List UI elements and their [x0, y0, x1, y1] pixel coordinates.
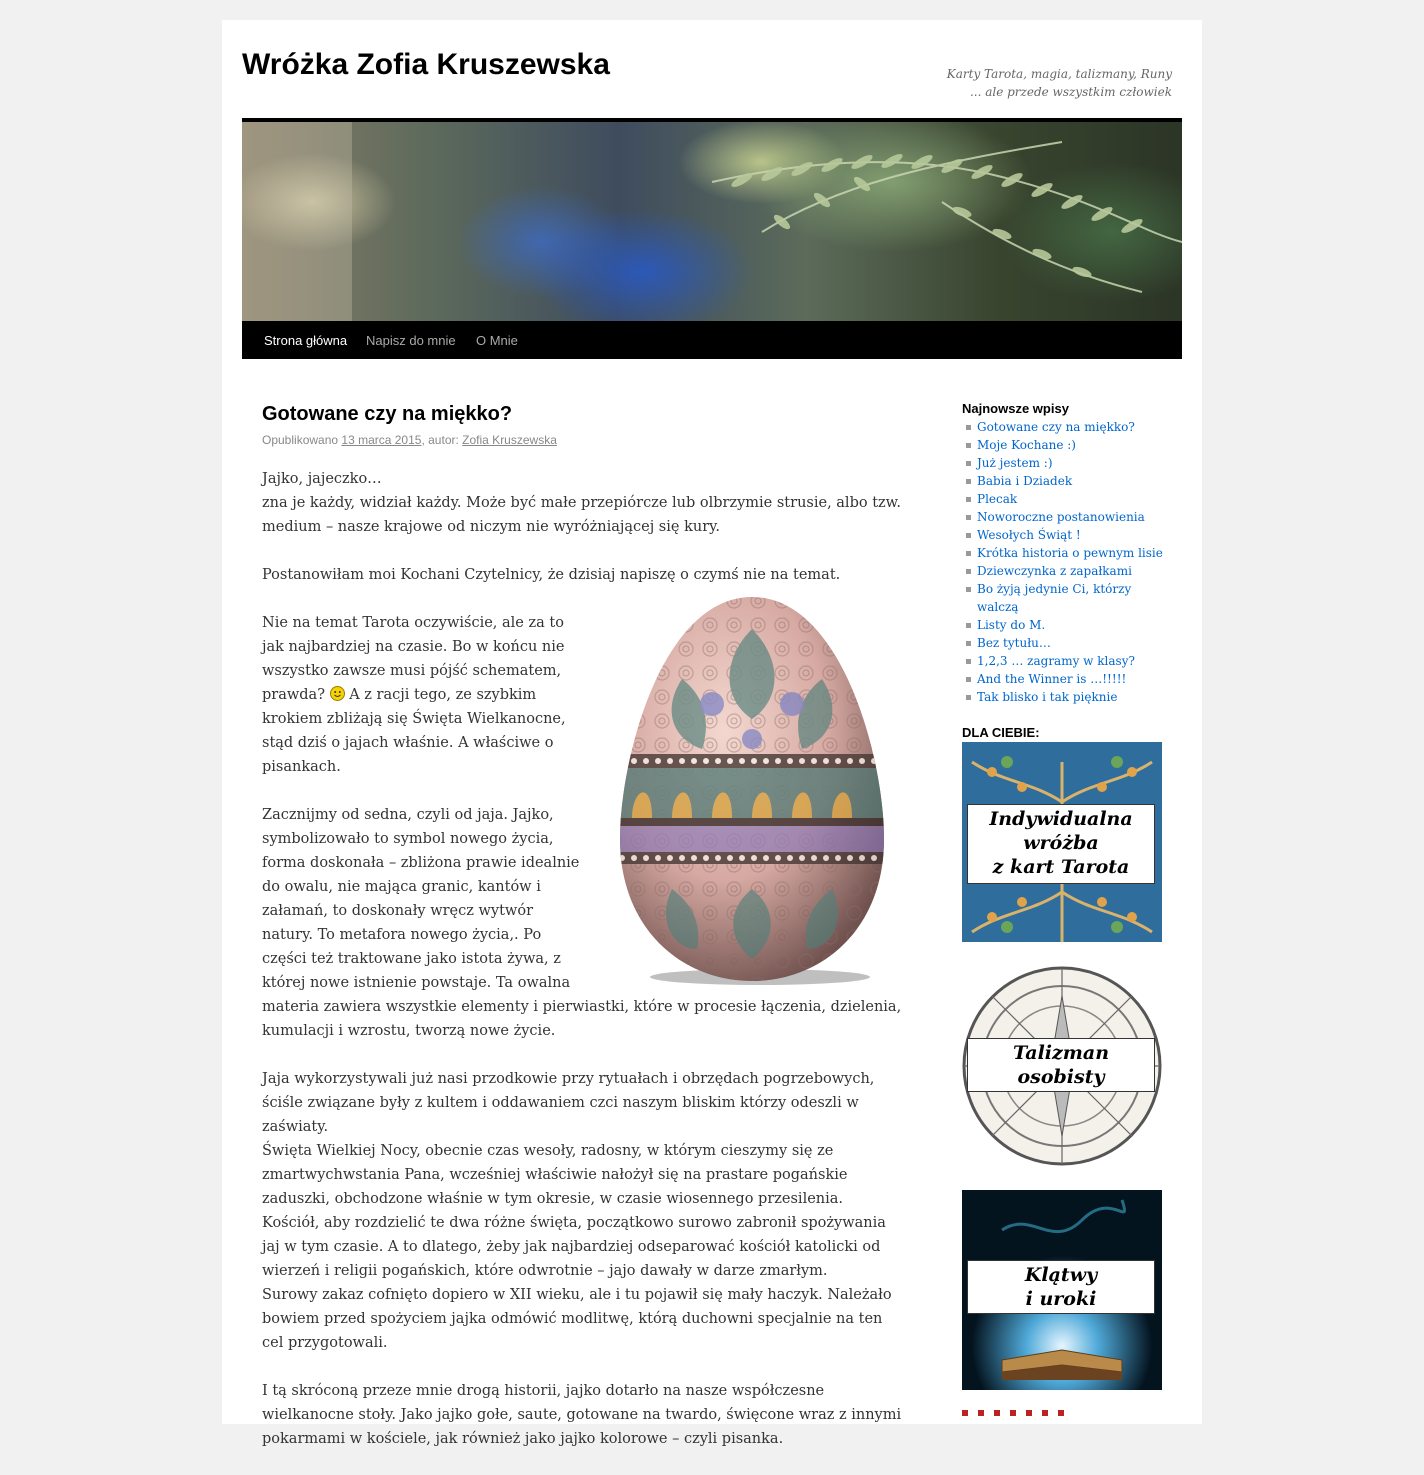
post-paragraph-line: Kościół, aby rozdzielić te dwa różne święta, początkowo surowo zabronił spożywania jaj w tym czasie. A to dlatego, żeby jak najbardziej odseparować kościół katolicki od wierzeń i religii pogańskich, które odwrotnie – jajo dawały w darze zmarłym. — [262, 1215, 886, 1279]
list-item — [962, 652, 1172, 670]
recent-post-link[interactable]: 1,2,3 … zagramy w klasy? — [977, 654, 1135, 668]
promo-label-line: i uroki — [1025, 1288, 1097, 1310]
runes-banner-edge — [962, 1410, 1072, 1416]
promo-label-line: Klątwy — [1024, 1264, 1098, 1286]
list-item — [962, 454, 1172, 472]
recent-post-link[interactable]: Listy do M. — [977, 618, 1046, 632]
post-author-link[interactable]: Zofia Kruszewska — [462, 433, 557, 447]
post-date-link[interactable]: 13 marca 2015 — [341, 433, 422, 447]
nav-item-about[interactable]: O Mnie — [476, 333, 518, 348]
post-paragraph-text: Nie na temat Tarota oczywiście, ale za to jak najbardziej na czasie. Bo w końcu nie wszystko zawsze musi pójść schematem, prawda? — [262, 615, 565, 703]
post-paragraph-line: Jaja wykorzystywali już nasi przodkowie przy rytuałach i obrzędach pogrzebowych, ściśle związane były z kultem i oddawaniem czci naszym bliskim którzy odeszli w zaświaty. — [262, 1071, 875, 1135]
header-banner-image — [242, 122, 1182, 321]
post-meta-prefix: Opublikowano — [262, 433, 339, 447]
site-description — [932, 65, 1172, 101]
post-content — [262, 467, 902, 1451]
recent-posts-list — [962, 418, 1172, 706]
promo-label — [967, 1260, 1155, 1314]
post-paragraph: Zacznijmy od sedna, czyli od jaja. Jajko, symbolizowało to symbol nowego życia, forma doskonała – zbliżona prawie idealnie do owalu, nie mająca granic, kantów i załamań, to doskonały wręcz wytwór natury. To metafora nowego życia,. Po części też traktowane jako istota żywa, z której nowe istnienie powstaje. Ta owalna materia zawiera wszystkie elementy i pierwiastki, które w procesie łączenia, dzielenia, kumulacji i wzrostu, tworzą nowe życie. — [262, 807, 902, 1039]
recent-post-link[interactable]: Już jestem :) — [977, 456, 1053, 470]
list-item — [962, 526, 1172, 544]
main-navigation — [242, 321, 1182, 359]
list-item — [962, 670, 1172, 688]
promo-widget-title: DLA CIEBIE: — [962, 725, 1040, 740]
nav-item-home[interactable]: Strona główna — [264, 333, 348, 348]
smiley-icon — [330, 686, 345, 701]
tarot-reading-promo[interactable] — [962, 742, 1162, 942]
list-item — [962, 472, 1172, 490]
recent-post-link[interactable]: Dziewczynka z zapałkami — [977, 564, 1132, 578]
post-paragraph: Postanowiłam moi Kochani Czytelnicy, że dzisiaj napiszę o czymś nie na temat. — [262, 567, 841, 583]
page-wrapper — [222, 20, 1202, 1447]
post-paragraph — [262, 1067, 902, 1355]
list-item — [962, 436, 1172, 454]
recent-post-link[interactable]: Tak blisko i tak pięknie — [977, 690, 1118, 704]
post-meta — [262, 431, 902, 449]
site-description-line1: Karty Tarota, magia, talizmany, Runy — [946, 67, 1172, 81]
recent-post-link[interactable]: Bo żyją jedynie Ci, którzy walczą — [977, 582, 1132, 614]
promo-label-line: osobisty — [1017, 1066, 1105, 1088]
post-paragraph-line: zna je każdy, widział każdy. Może być małe przepiórcze lub olbrzymie strusie, albo tzw. medium – nasze krajowe od niczym nie wyróżniającej się kury. — [262, 495, 901, 535]
promo-label-line: Talizman — [1012, 1042, 1110, 1064]
post-article — [262, 402, 902, 1475]
promo-label — [967, 804, 1155, 884]
post-paragraph: I tą skróconą przeze mnie drogą historii, jajko dotarło na nasze współczesne wielkanocne stoły. Jako jajko gołe, saute, gotowane na twardo, święcone wraz z innymi pokarmami w kościele, jak również jako jajko kolorowe – czyli pisanka. — [262, 1383, 902, 1447]
sidebar — [962, 400, 1172, 1416]
list-item — [962, 562, 1172, 580]
post-title[interactable]: Gotowane czy na miękko? — [262, 403, 513, 425]
recent-post-link[interactable]: Plecak — [977, 492, 1018, 506]
recent-posts-title: Najnowsze wpisy — [962, 401, 1069, 416]
recent-post-link[interactable]: Babia i Dziadek — [977, 474, 1073, 488]
nav-item-contact[interactable]: Napisz do mnie — [366, 333, 456, 348]
recent-post-link[interactable]: Gotowane czy na miękko? — [977, 420, 1135, 434]
list-item — [962, 490, 1172, 508]
post-paragraph-text: A z racji tego, ze szybkim krokiem zbliżają się Święta Wielkanocne, stąd dziś o jajach właśnie. A właściwe o pisankach. — [262, 687, 566, 775]
list-item — [962, 580, 1172, 616]
post-paragraph-line: Święta Wielkiej Nocy, obecnie czas wesoły, radosny, w którym cieszymy się ze zmartwychwstania Pana, wcześniej właściwie nałożył się na prastare pogańskie zaduszki, obchodzone właśnie w tym okresie, w czasie wiosennego przesilenia. — [262, 1143, 848, 1207]
post-author-prefix: , autor: — [421, 433, 459, 447]
post-paragraph-line: Jajko, jajeczko… — [262, 471, 382, 487]
promo-label-line: wróżba — [1023, 832, 1099, 854]
list-item — [962, 418, 1172, 436]
site-title[interactable]: Wróżka Zofia Kruszewska — [242, 48, 610, 81]
recent-post-link[interactable]: Wesołych Świąt ! — [977, 528, 1081, 542]
recent-post-link[interactable]: Krótka historia o pewnym lisie — [977, 546, 1163, 560]
post-paragraph — [262, 467, 902, 539]
talisman-promo[interactable] — [962, 966, 1162, 1166]
easter-egg-image — [602, 589, 902, 989]
recent-post-link[interactable]: Bez tytułu… — [977, 636, 1051, 650]
promo-label — [967, 1038, 1155, 1092]
site-description-line2: ... ale przede wszystkim człowiek — [969, 85, 1172, 99]
list-item — [962, 616, 1172, 634]
curses-promo[interactable] — [962, 1190, 1162, 1390]
recent-post-link[interactable]: Noworoczne postanowienia — [977, 510, 1145, 524]
promo-label-line: Indywidualna — [989, 808, 1133, 830]
list-item — [962, 544, 1172, 562]
list-item — [962, 688, 1172, 706]
post-paragraph-line: Surowy zakaz cofnięto dopiero w XII wieku, ale i tu pojawił się mały haczyk. Należało bowiem przed spożyciem jajka odmówić modlitwę, którą duchowni specjalnie na ten cel przygotowali. — [262, 1287, 892, 1351]
list-item — [962, 508, 1172, 526]
list-item — [962, 634, 1172, 652]
promo-label-line: z kart Tarota — [992, 856, 1130, 878]
recent-post-link[interactable]: Moje Kochane :) — [977, 438, 1076, 452]
recent-post-link[interactable]: And the Winner is …!!!!! — [977, 672, 1127, 686]
